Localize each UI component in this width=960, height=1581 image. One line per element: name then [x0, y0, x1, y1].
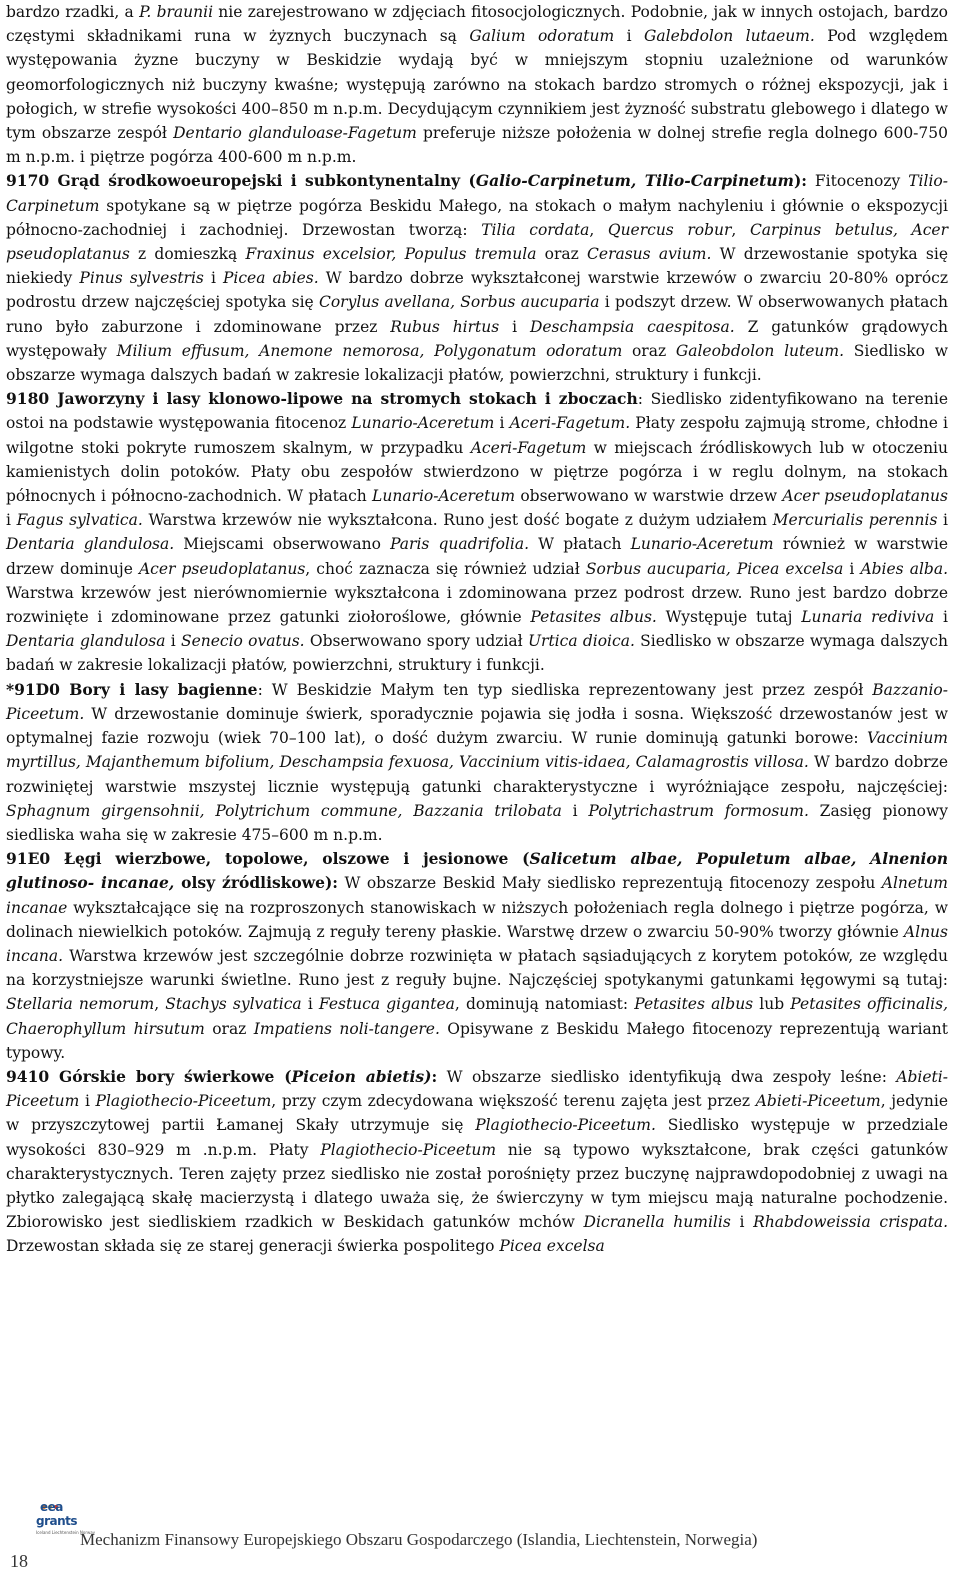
body-text-run: W obszarze siedlisko identyfikują dwa zespoły leśne: — [437, 1067, 897, 1086]
latin-name-text: Alnus incana. — [6, 922, 948, 965]
section-heading-text: 9180 Jaworzyny i lasy klonowo-lipowe na stromych stokach i zboczach — [6, 389, 638, 409]
section-heading-text: 91E0 Łęgi wierzbowe, topolowe, olszowe i jesionowe ( — [6, 849, 530, 869]
logo-eea-text: eea — [40, 1500, 63, 1514]
section-91d0 — [6, 678, 948, 847]
body-text-run: Miejscami obserwowano — [174, 535, 391, 554]
page-number: 18 — [10, 1551, 28, 1571]
latin-name-text: Galebdolon lutaeum. — [643, 27, 815, 46]
body-text-run: i — [301, 995, 319, 1014]
body-text-run: : — [637, 390, 643, 409]
latin-name-text: Sorbus aucuparia, Picea excelsa — [585, 559, 844, 578]
latin-name-text: Lunario-Aceretum — [372, 487, 516, 506]
body-text — [6, 0, 948, 1259]
body-text-run: i — [937, 511, 949, 530]
body-text-run: w miejscach źródliskowych lub w otoczeniu kamienistych dolin potoków. Płaty obu zespołów stwierdzono w piętrze pogórza i w reglu dolnym, na stokach północnych i północno-zachodnich. W płatach — [6, 438, 948, 506]
body-text-run: i — [165, 632, 181, 651]
latin-name-text: Impatiens noli-tangere. — [253, 1019, 440, 1038]
body-text-run: z domieszką — [129, 245, 246, 264]
body-text-run: , — [589, 220, 608, 239]
body-text-run: i — [843, 559, 861, 578]
latin-name-text: Acer pseudoplatanus — [782, 487, 948, 506]
body-text-run: i — [203, 269, 223, 288]
body-text-run: Pod względem występowania żyzne buczyny w Beskidzie wydają być w mniejszym stopniu uzależnione od warunków geomorfologicznych niż buczyny kwaśne; występują zarówno na stokach bardzo stromych o różnej ekspozycji, jak i połogich, w strefie wysokości 400–850 m n.p.m. Decydującym czynnikiem jest żyzność substratu glebowego i dlatego w tym obszarze zespół — [6, 27, 949, 143]
latin-name-text: Acer pseudoplatanus — [138, 559, 306, 578]
latin-name-text: Aceri-Fagetum — [470, 438, 587, 457]
body-text-run: Drzewostan składa się ze starej generacji świerka pospolitego — [6, 1237, 500, 1256]
body-text-run: lub — [753, 995, 791, 1014]
latin-name-text: Abies alba. — [860, 559, 949, 578]
latin-name-text: Sphagnum girgensohnii, Polytrichum commune, Bazzania trilobata — [6, 801, 562, 820]
latin-name-text: Fagus sylvatica. — [16, 511, 143, 530]
section-9170 — [6, 169, 948, 387]
latin-name-text: Cerasus avium. — [587, 245, 712, 264]
body-text-run: i — [561, 801, 589, 820]
body-text-run: również w warstwie drzew dominuje — [6, 535, 948, 578]
body-text-run: obserwowano w warstwie drzew — [515, 487, 783, 506]
latin-name-text: Alnetum incanae — [6, 874, 948, 917]
body-text-run: Płaty zespołu zajmują strome, chłodne i wilgotne stoki pokryte rumoszem skalnym, w przypadku — [6, 414, 948, 457]
section-heading-text: Galio-Carpinetum, Tilio-Carpinetum — [475, 171, 794, 191]
body-text-run: Warstwa krzewów nie wykształcona. Runo jest dość bogate z dużym udziałem — [142, 511, 773, 530]
latin-name-text: Corylus avellana, Sorbus aucuparia — [318, 293, 600, 312]
body-text-run: : — [257, 680, 263, 699]
latin-name-text: Rubus hirtus — [390, 317, 500, 336]
body-text-run: nie są typowo wykształcone, brak części gatunków charakterystycznych. Teren zajęty przez siedlisko nie został porośnięty przez buczynę najprawdopodobniej z uwagi na płytko zalegającą skałę macierzystą i dlatego uważa się, że świerczyny w tym miejscu mają naturalne pochodzenie. Zbiorowisko jest siedliskiem rzadkich w Beskidach gatunków mchów — [6, 1140, 948, 1232]
latin-name-text: Pinus sylvestris — [79, 269, 204, 288]
section-heading-text: Piceion abietis) — [291, 1066, 432, 1086]
body-text-run: , jedynie w przyszczytowej partii Łamanej Skały utrzymuje się — [6, 1092, 949, 1135]
body-text-run: W płatach — [529, 535, 631, 554]
body-text-run: W obszarze Beskid Mały siedlisko reprezentują fitocenozy zespołu — [338, 874, 882, 893]
body-text-run: Fitocenozy — [807, 172, 909, 191]
section-heading-text: : — [431, 1066, 438, 1086]
latin-name-text: P. braunii — [139, 3, 214, 21]
latin-name-text: Aceri-Fagetum. — [509, 414, 631, 433]
latin-name-text: Tilia cordata — [481, 220, 590, 239]
body-text-run: , przy czym zdecydowana większość terenu zajęta jest przez — [271, 1092, 756, 1111]
latin-name-text: Paris quadrifolia. — [390, 535, 530, 554]
body-text-run: W bardzo dobrze rozwiniętej warstwie mszystej licznie występują gatunki charakterystyczne i wyróżniające zespołu, najczęściej: — [6, 753, 948, 796]
latin-name-text: Senecio ovatus. — [180, 632, 305, 651]
body-text-run: wykształcające się na rozproszonych stanowiskach w niższych położeniach regla dolnego i piętrze pogórza, w dolinach niewielkich potoków. Zajmują z reguły tereny płaskie. Warstwę drzew o zwarciu 50-90% tworzy głównie — [6, 898, 948, 941]
body-text-run: oraz — [536, 245, 588, 264]
latin-name-text: Milium effusum, Anemone nemorosa, Polygonatum odoratum — [116, 341, 623, 360]
body-text-run: W Beskidzie Małym ten typ siedliska reprezentowany jest przez zespół — [262, 680, 873, 699]
latin-name-text: Galium odoratum — [469, 27, 615, 46]
latin-name-text: Deschampsia caespitosa. — [529, 317, 735, 336]
body-text-run: , choć zaznacza się również udział — [305, 559, 586, 578]
body-text-run: bardzo rzadki, a — [6, 3, 140, 21]
page-footer — [0, 1490, 960, 1581]
body-text-run: Siedlisko zidentyfikowano na terenie ostoi na podstawie występowania fitocenoz — [6, 390, 948, 433]
section-9410 — [6, 1065, 948, 1259]
body-text-run: nie zarejestrowano w zdjęciach fitosocjologicznych. Podobnie, jak w innych ostojach, bardzo częstymi składnikami runa w żyznych buczynach są — [6, 3, 948, 46]
latin-name-text: Picea abies. — [222, 269, 319, 288]
latin-name-text: Quercus robur — [607, 220, 732, 239]
latin-name-text: Carpinus betulus, Acer pseudoplatanus — [6, 220, 949, 264]
body-text-run: Występuje tutaj — [656, 608, 802, 627]
latin-name-text: Picea excelsa — [499, 1237, 605, 1256]
latin-name-text: Plagiothecio-Piceetum. — [475, 1116, 656, 1135]
body-text-run: oraz — [622, 341, 676, 360]
body-text-run: Z gatunków grądowych występowały — [6, 317, 948, 360]
latin-name-text: Dentario glanduloase-Fagetum — [173, 124, 417, 143]
latin-name-text: Petasites albus. — [530, 608, 657, 627]
latin-name-text: Fraxinus excelsior, Populus tremula — [245, 245, 537, 264]
section-heading-text: 9410 Górskie bory świerkowe ( — [6, 1066, 292, 1086]
body-text-run: i — [499, 317, 530, 336]
body-text-run: i — [934, 608, 949, 627]
latin-name-text: Polytrichastrum formosum. — [588, 801, 809, 820]
section-heading-text: 9170 Grąd środkowoeuropejski i subkontynentalny ( — [6, 171, 476, 191]
latin-name-text: Dentaria glandulosa. — [6, 535, 175, 554]
body-text-run: W drzewostanie dominuje świerk, sporadycznie pojawia się jodła i sosna. Większość drzewostanów jest w optymalnej fazie rozwoju (wiek 70–100 lat), o dość dużym zwarciu. W runie dominują gatunki borowe: — [6, 704, 948, 748]
eea-grants-logo — [36, 1496, 96, 1548]
latin-name-text: Vaccinium myrtillus, Majanthemum bifolium, Deschampsia fexuosa, Vaccinium vitis-idaea, Calamagrostis villosa. — [6, 729, 948, 772]
body-text-run: , — [731, 220, 750, 239]
body-text-run: i — [6, 511, 17, 530]
section-heading-text: Salicetum albae, Populetum albae, Alnenion glutinoso- incanae, — [6, 849, 948, 893]
logo-grants-text: grants — [36, 1514, 78, 1528]
latin-name-text: Stachys sylvatica — [165, 995, 302, 1014]
latin-name-text: Festuca gigantea — [318, 995, 455, 1014]
paragraph-fagetum-continuation — [6, 0, 948, 169]
body-text-run: Siedlisko w obszarze wymaga dalszych badań w zakresie lokalizacji płatów, powierzchni, struktury i funkcji. — [6, 632, 948, 675]
latin-name-text: Lunario-Aceretum — [630, 535, 774, 554]
latin-name-text: Lunaria rediviva — [801, 608, 935, 627]
latin-name-text: Stellaria nemorum — [6, 995, 155, 1014]
body-text-run: , — [154, 995, 166, 1014]
section-heading-text: olsy źródliskowe): — [174, 873, 339, 893]
body-text-run: Warstwa krzewów jest nierównomiernie wykształcona i zdominowana przez podrost drzew. Runo jest bardzo dobrze rozwinięte i zdominowane przez gatunki ziołoroślowe, głównie — [6, 583, 948, 627]
body-text-run: i — [79, 1092, 96, 1111]
body-text-run: W bardzo dobrze wykształconej warstwie krzewów o zwarciu 20-80% oprócz podrostu drzew najczęściej spotyka się — [6, 269, 949, 312]
latin-name-text: Plagiothecio-Piceetum — [320, 1140, 497, 1159]
latin-name-text: Rhabdoweissia crispata. — [753, 1213, 948, 1232]
body-text-run: Siedlisko występuje w przedziale wysokości 830–929 m .n.p.m. Płaty — [6, 1116, 948, 1159]
footer-text: Mechanizm Finansowy Europejskiego Obszaru Gospodarczego (Islandia, Liechtenstein, Norwegia) — [80, 1530, 758, 1549]
section-9180 — [6, 387, 948, 677]
section-91e0 — [6, 847, 948, 1065]
body-text-run: Opisywane z Beskidu Małego fitocenozy reprezentują wariant typowy. — [6, 1019, 948, 1062]
latin-name-text: Petasites officinalis, Chaerophyllum hirsutum — [6, 995, 949, 1038]
latin-name-text: Abieti-Piceetum — [6, 1067, 948, 1111]
latin-name-text: Lunario-Aceretum — [351, 414, 495, 433]
body-text-run: Obserwowano spory udział — [304, 632, 528, 651]
latin-name-text: Bazzanio-Piceetum. — [6, 680, 948, 723]
body-text-run: i — [494, 414, 510, 433]
body-text-run: i — [614, 27, 644, 46]
latin-name-text: Petasites albus — [634, 995, 754, 1014]
body-text-run: Warstwa krzewów jest szczególnie dobrze rozwinięta w płatach sąsiadujących z korytem potoków, ze względu na korzystniejsze warunki świetlne. Runo jest z reguły bujne. Najczęściej spotykanymi gatunkami łęgowymi są tutaj: — [6, 946, 948, 990]
body-text-run: spotykane są w piętrze pogórza Beskidu Małego, na stokach o małym nachyleniu i głównie o ekspozycji północno-zachodniej i zachodniej. Drzewostan tworzą: — [6, 196, 948, 239]
body-text-run: i — [730, 1213, 754, 1232]
body-text-run: i podszyt drzew. W obserwowanych płatach runo było zaburzone i zdominowane przez — [6, 293, 948, 336]
latin-name-text: Urtica dioica. — [527, 632, 635, 651]
latin-name-text: Galeobdolon luteum. — [675, 341, 845, 360]
latin-name-text: Abieti-Piceetum — [755, 1092, 881, 1111]
body-text-run: Siedlisko w obszarze wymaga dalszych badań w zakresie lokalizacji płatów, powierzchni, struktury i funkcji. — [6, 341, 948, 385]
body-text-run: oraz — [204, 1019, 254, 1038]
latin-name-text: Plagiothecio-Piceetum — [95, 1092, 272, 1111]
logo-tagline: Iceland Liechtenstein Norway — [36, 1530, 96, 1535]
latin-name-text: Dentaria glandulosa — [6, 632, 166, 651]
body-text-run: W drzewostanie spotyka się niekiedy — [6, 245, 948, 288]
body-text-run: Zasięg pionowy siedliska waha się w zakresie 475–600 m n.p.m. — [6, 801, 949, 844]
body-text-run: , dominują natomiast: — [454, 995, 635, 1014]
section-heading-text: ): — [793, 171, 807, 191]
latin-name-text: Tilio-Carpinetum — [6, 172, 948, 215]
latin-name-text: Dicranella humilis — [583, 1213, 731, 1232]
section-heading-text: *91D0 Bory i lasy bagienne — [6, 679, 258, 699]
latin-name-text: Mercurialis perennis — [772, 511, 938, 530]
body-text-run: preferuje niższe położenia w dolnej strefie regla dolnego 600-750 m n.p.m. i piętrze pogórza 400-600 m n.p.m. — [6, 124, 949, 167]
